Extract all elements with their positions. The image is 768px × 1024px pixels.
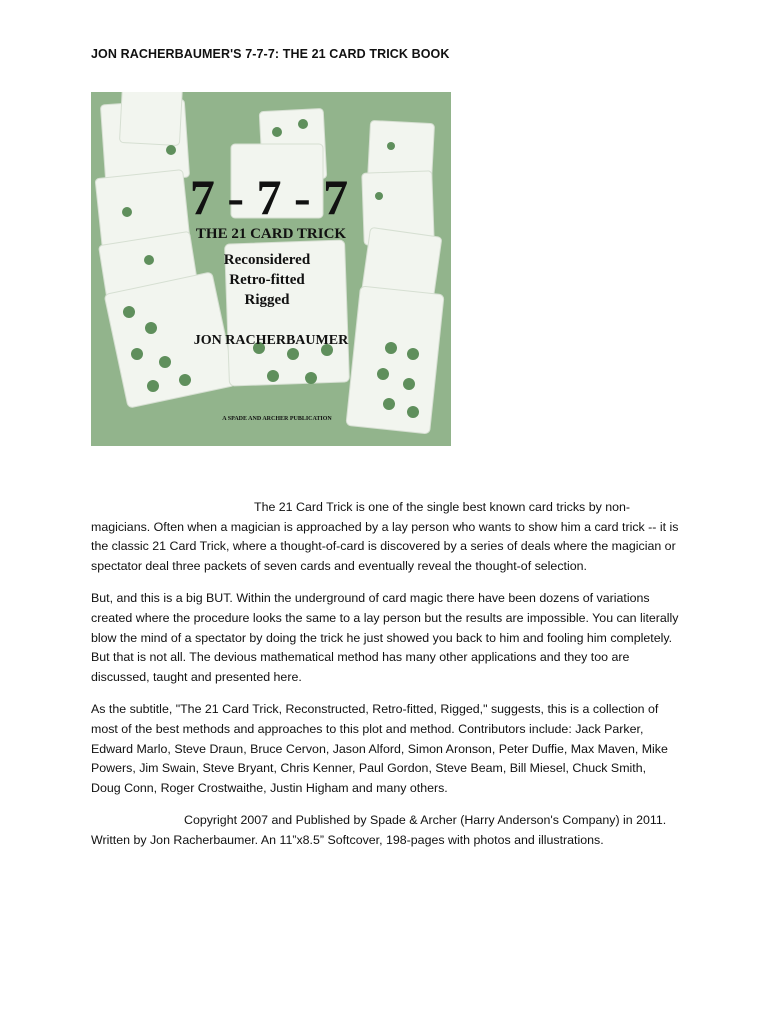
paragraph-contributors: As the subtitle, "The 21 Card Trick, Reconstructed, Retro-fitted, Rigged," suggests, this is a collection of most of the best methods and approaches to this plot and method. Contributors include: Jack Parker, Edward Marlo, Steve Draun, Bruce Cervon, Jason Alford, Simon Aronson, Peter Duffie, Max Maven, Mike Powers, Jim Swain, Steve Bryant, Chris Kenner, Paul Gordon, Steve Beam, Bill Miesel, Chuck Smith, Doug Conn, Roger Crostwaithe, Justin Higham and many others. [91, 702, 668, 795]
description-body [91, 498, 679, 864]
cover-big-title: 7 - 7 - 7 [189, 169, 349, 225]
paragraph-intro: The 21 Card Trick is one of the single best known card tricks by non-magicians. Often when a magician is approached by a lay person who wants to show him a card trick -- it is the classic 21 Card Trick, where a thought-of-card is discovered by a series of deals where the magician or spectator deal three packets of seven cards and eventually reveal the thought-of selection. [91, 500, 679, 573]
cover-line-3: Rigged [244, 292, 290, 308]
paragraph-variations: But, and this is a big BUT. Within the underground of card magic there have been dozens of variations created where the procedure looks the same to a lay person but the results are impossible. You can literally blow the mind of a spectator by doing the trick he just showed you back to him and fooling him completely. But that is not all. The devious mathematical method has many other applications and they too are discussed, taught and presented here. [91, 591, 679, 684]
cover-author: JON RACHERBAUMER [193, 333, 349, 348]
cover-line-2: Retro-fitted [229, 272, 305, 288]
paragraph-copyright: Copyright 2007 and Published by Spade & Archer (Harry Anderson's Company) in 2011. Written by Jon Racherbaumer. An 11”x8.5” Softcover, 198-pages with photos and illustrations. [91, 813, 667, 847]
book-cover-image [91, 92, 451, 446]
cover-subtitle: THE 21 CARD TRICK [195, 226, 347, 242]
document-title: JON RACHERBAUMER'S 7-7-7: THE 21 CARD TRICK BOOK [91, 47, 450, 61]
cover-publisher: A SPADE AND ARCHER PUBLICATION [222, 416, 332, 422]
cover-line-1: Reconsidered [223, 252, 311, 268]
